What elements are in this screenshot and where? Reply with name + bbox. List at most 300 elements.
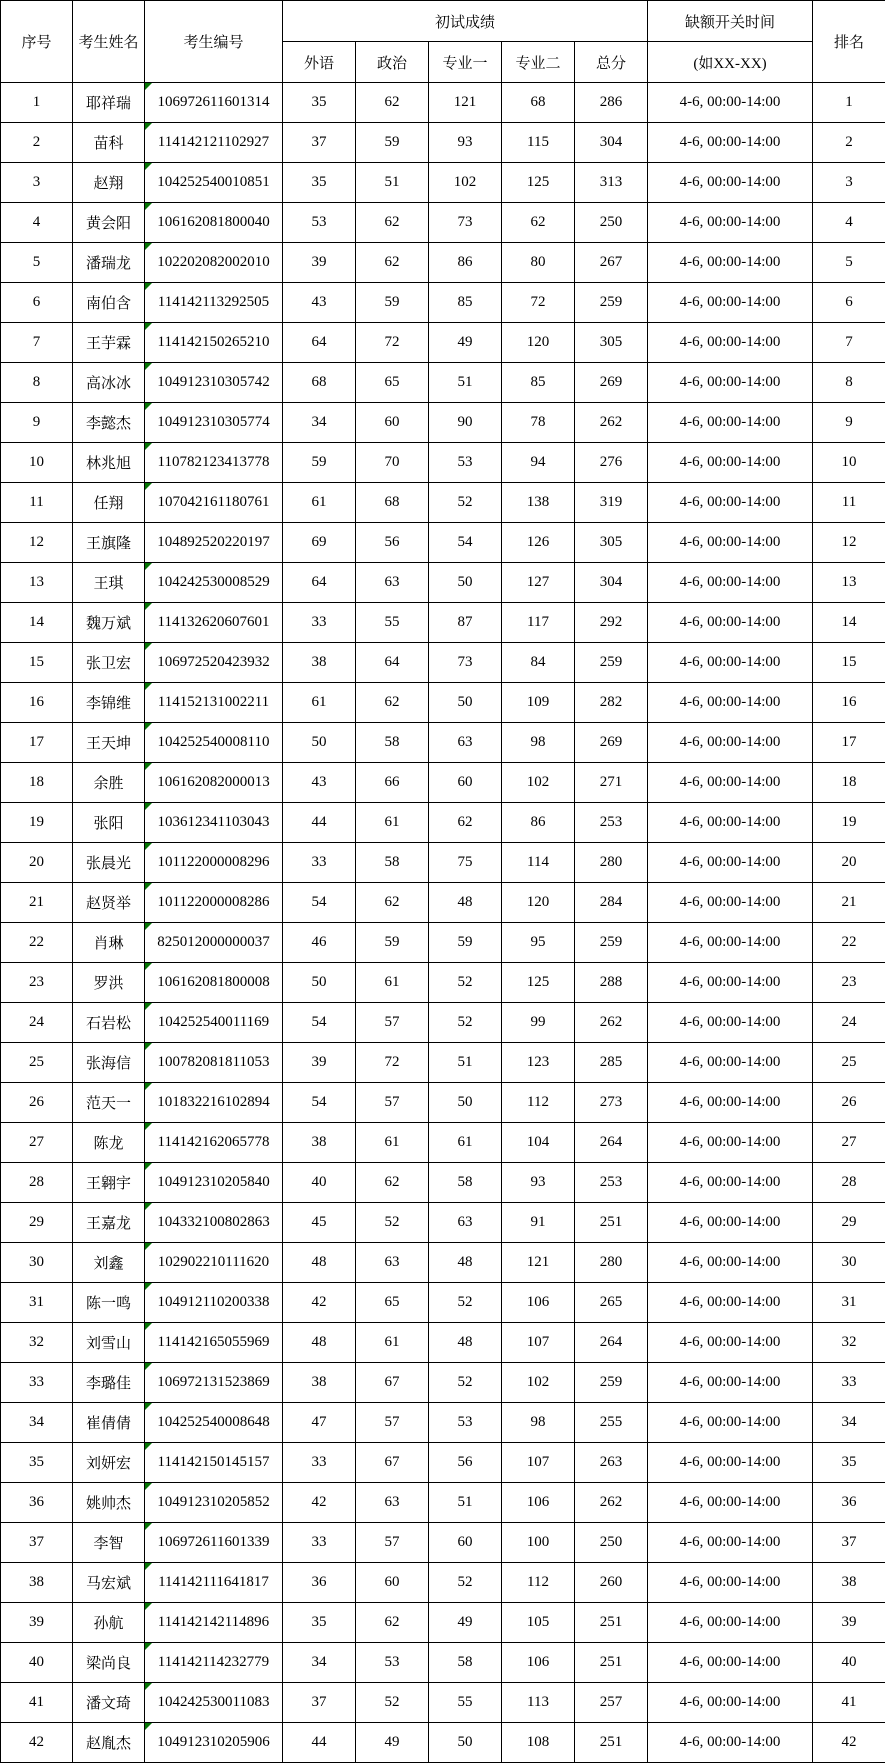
cell-major-one-score: 50 (429, 563, 502, 603)
cell-absence-time: 4-6, 00:00-14:00 (648, 323, 813, 363)
cell-no: 40 (1, 1643, 73, 1683)
cell-candidate-name: 余胜 (73, 763, 145, 803)
cell-rank: 17 (813, 723, 885, 763)
cell-candidate-id (145, 1083, 283, 1123)
cell-politics-score: 62 (356, 83, 429, 123)
number-as-text-marker-icon (145, 1083, 152, 1090)
cell-foreign-language-score: 40 (283, 1163, 356, 1203)
cell-no: 20 (1, 843, 73, 883)
cell-rank: 20 (813, 843, 885, 883)
cell-absence-time: 4-6, 00:00-14:00 (648, 1643, 813, 1683)
cell-absence-time: 4-6, 00:00-14:00 (648, 1163, 813, 1203)
header-absence-time-line2: (如XX-XX) (648, 42, 813, 83)
table-header (1, 1, 885, 83)
cell-major-one-score: 51 (429, 1483, 502, 1523)
candidate-id-value: 110782123413778 (158, 454, 270, 470)
number-as-text-marker-icon (145, 683, 152, 690)
cell-foreign-language-score: 37 (283, 123, 356, 163)
candidate-id-value: 114132620607601 (158, 614, 270, 630)
cell-candidate-name: 范天一 (73, 1083, 145, 1123)
cell-rank: 33 (813, 1363, 885, 1403)
header-no: 序号 (1, 1, 73, 83)
candidate-id-value: 114142142114896 (158, 1614, 269, 1630)
number-as-text-marker-icon (145, 803, 152, 810)
cell-foreign-language-score: 35 (283, 163, 356, 203)
cell-candidate-id (145, 1323, 283, 1363)
cell-total-score: 282 (575, 683, 648, 723)
number-as-text-marker-icon (145, 403, 152, 410)
table-row (1, 1083, 885, 1123)
number-as-text-marker-icon (145, 83, 152, 90)
header-absence-time-line1: 缺额开关时间 (648, 1, 813, 42)
cell-candidate-id (145, 643, 283, 683)
cell-major-two-score: 123 (502, 1043, 575, 1083)
cell-absence-time: 4-6, 00:00-14:00 (648, 243, 813, 283)
number-as-text-marker-icon (145, 923, 152, 930)
cell-foreign-language-score: 43 (283, 283, 356, 323)
cell-total-score: 265 (575, 1283, 648, 1323)
number-as-text-marker-icon (145, 1683, 152, 1690)
cell-no: 18 (1, 763, 73, 803)
cell-absence-time: 4-6, 00:00-14:00 (648, 563, 813, 603)
cell-absence-time: 4-6, 00:00-14:00 (648, 923, 813, 963)
cell-foreign-language-score: 47 (283, 1403, 356, 1443)
candidate-id-value: 114152131002211 (158, 694, 269, 710)
cell-total-score: 250 (575, 203, 648, 243)
cell-major-one-score: 52 (429, 1363, 502, 1403)
cell-rank: 4 (813, 203, 885, 243)
table-row (1, 843, 885, 883)
cell-total-score: 313 (575, 163, 648, 203)
cell-foreign-language-score: 37 (283, 1683, 356, 1723)
table-row (1, 1723, 885, 1763)
cell-absence-time: 4-6, 00:00-14:00 (648, 763, 813, 803)
cell-no: 39 (1, 1603, 73, 1643)
cell-foreign-language-score: 48 (283, 1243, 356, 1283)
cell-total-score: 286 (575, 83, 648, 123)
cell-candidate-id (145, 883, 283, 923)
cell-total-score: 250 (575, 1523, 648, 1563)
candidate-id-value: 107042161180761 (158, 494, 270, 510)
cell-rank: 5 (813, 243, 885, 283)
cell-major-one-score: 50 (429, 1723, 502, 1763)
cell-foreign-language-score: 42 (283, 1283, 356, 1323)
cell-major-one-score: 50 (429, 1083, 502, 1123)
cell-absence-time: 4-6, 00:00-14:00 (648, 1203, 813, 1243)
cell-major-two-score: 113 (502, 1683, 575, 1723)
cell-absence-time: 4-6, 00:00-14:00 (648, 603, 813, 643)
cell-major-one-score: 52 (429, 483, 502, 523)
cell-major-two-score: 104 (502, 1123, 575, 1163)
cell-total-score: 264 (575, 1323, 648, 1363)
cell-absence-time: 4-6, 00:00-14:00 (648, 1443, 813, 1483)
cell-candidate-id (145, 1483, 283, 1523)
cell-rank: 21 (813, 883, 885, 923)
cell-major-two-score: 93 (502, 1163, 575, 1203)
cell-no: 5 (1, 243, 73, 283)
cell-candidate-id (145, 1163, 283, 1203)
cell-rank: 6 (813, 283, 885, 323)
cell-absence-time: 4-6, 00:00-14:00 (648, 163, 813, 203)
cell-rank: 3 (813, 163, 885, 203)
cell-absence-time: 4-6, 00:00-14:00 (648, 203, 813, 243)
table-row (1, 603, 885, 643)
candidate-id-value: 114142111641817 (158, 1574, 269, 1590)
candidate-id-value: 104242530008529 (157, 574, 270, 590)
cell-rank: 38 (813, 1563, 885, 1603)
cell-total-score: 251 (575, 1603, 648, 1643)
cell-major-two-score: 98 (502, 1403, 575, 1443)
candidate-id-value: 114142165055969 (158, 1334, 270, 1350)
cell-no: 17 (1, 723, 73, 763)
cell-candidate-id (145, 683, 283, 723)
cell-major-two-score: 107 (502, 1323, 575, 1363)
candidate-id-value: 104252540008648 (157, 1414, 270, 1430)
number-as-text-marker-icon (145, 483, 152, 490)
cell-candidate-name: 任翔 (73, 483, 145, 523)
cell-politics-score: 59 (356, 123, 429, 163)
cell-no: 1 (1, 83, 73, 123)
cell-major-two-score: 115 (502, 123, 575, 163)
cell-foreign-language-score: 34 (283, 1643, 356, 1683)
cell-candidate-id (145, 323, 283, 363)
cell-candidate-id (145, 123, 283, 163)
cell-politics-score: 56 (356, 523, 429, 563)
cell-politics-score: 68 (356, 483, 429, 523)
cell-total-score: 251 (575, 1203, 648, 1243)
cell-major-one-score: 61 (429, 1123, 502, 1163)
cell-foreign-language-score: 35 (283, 1603, 356, 1643)
cell-no: 33 (1, 1363, 73, 1403)
cell-major-one-score: 73 (429, 203, 502, 243)
candidate-id-value: 104912110200338 (158, 1294, 270, 1310)
cell-politics-score: 53 (356, 1643, 429, 1683)
cell-major-one-score: 48 (429, 1243, 502, 1283)
cell-foreign-language-score: 33 (283, 1523, 356, 1563)
cell-no: 42 (1, 1723, 73, 1763)
cell-candidate-name: 石岩松 (73, 1003, 145, 1043)
cell-candidate-name: 李智 (73, 1523, 145, 1563)
cell-politics-score: 63 (356, 1243, 429, 1283)
cell-major-two-score: 84 (502, 643, 575, 683)
cell-no: 16 (1, 683, 73, 723)
cell-candidate-name: 李锦维 (73, 683, 145, 723)
candidate-id-value: 106162081800040 (157, 214, 270, 230)
cell-politics-score: 63 (356, 1483, 429, 1523)
cell-candidate-id (145, 283, 283, 323)
cell-absence-time: 4-6, 00:00-14:00 (648, 883, 813, 923)
cell-major-one-score: 52 (429, 963, 502, 1003)
cell-candidate-name: 孙航 (73, 1603, 145, 1643)
cell-candidate-name: 王琪 (73, 563, 145, 603)
cell-candidate-id (145, 203, 283, 243)
number-as-text-marker-icon (145, 1123, 152, 1130)
number-as-text-marker-icon (145, 723, 152, 730)
number-as-text-marker-icon (145, 1603, 152, 1610)
cell-candidate-name: 李懿杰 (73, 403, 145, 443)
table-row (1, 1363, 885, 1403)
cell-major-one-score: 53 (429, 443, 502, 483)
cell-total-score: 292 (575, 603, 648, 643)
cell-major-two-score: 138 (502, 483, 575, 523)
cell-major-two-score: 68 (502, 83, 575, 123)
number-as-text-marker-icon (145, 1523, 152, 1530)
cell-candidate-id (145, 1563, 283, 1603)
number-as-text-marker-icon (145, 203, 152, 210)
cell-no: 31 (1, 1283, 73, 1323)
candidate-id-value: 106162081800008 (157, 974, 270, 990)
cell-total-score: 304 (575, 123, 648, 163)
cell-candidate-id (145, 1723, 283, 1763)
cell-candidate-id (145, 163, 283, 203)
number-as-text-marker-icon (145, 123, 152, 130)
cell-politics-score: 72 (356, 1043, 429, 1083)
cell-major-one-score: 63 (429, 723, 502, 763)
table-row (1, 1403, 885, 1443)
candidate-id-value: 104332100802863 (157, 1214, 270, 1230)
header-candidate-name: 考生姓名 (73, 1, 145, 83)
cell-major-two-score: 117 (502, 603, 575, 643)
cell-major-two-score: 106 (502, 1643, 575, 1683)
cell-candidate-name: 王翱宇 (73, 1163, 145, 1203)
cell-major-one-score: 60 (429, 763, 502, 803)
cell-absence-time: 4-6, 00:00-14:00 (648, 1483, 813, 1523)
number-as-text-marker-icon (145, 1443, 152, 1450)
cell-major-one-score: 86 (429, 243, 502, 283)
candidate-id-value: 825012000000037 (157, 934, 270, 950)
cell-rank: 18 (813, 763, 885, 803)
cell-no: 41 (1, 1683, 73, 1723)
cell-absence-time: 4-6, 00:00-14:00 (648, 1003, 813, 1043)
cell-no: 11 (1, 483, 73, 523)
cell-candidate-id (145, 1243, 283, 1283)
cell-absence-time: 4-6, 00:00-14:00 (648, 483, 813, 523)
cell-total-score: 305 (575, 323, 648, 363)
cell-major-one-score: 48 (429, 883, 502, 923)
number-as-text-marker-icon (145, 243, 152, 250)
cell-politics-score: 70 (356, 443, 429, 483)
cell-politics-score: 72 (356, 323, 429, 363)
table-row (1, 923, 885, 963)
cell-politics-score: 55 (356, 603, 429, 643)
cell-absence-time: 4-6, 00:00-14:00 (648, 83, 813, 123)
cell-rank: 12 (813, 523, 885, 563)
cell-major-two-score: 112 (502, 1083, 575, 1123)
cell-no: 8 (1, 363, 73, 403)
cell-candidate-id (145, 723, 283, 763)
cell-major-one-score: 102 (429, 163, 502, 203)
cell-absence-time: 4-6, 00:00-14:00 (648, 1683, 813, 1723)
number-as-text-marker-icon (145, 1043, 152, 1050)
cell-politics-score: 57 (356, 1083, 429, 1123)
cell-major-two-score: 125 (502, 963, 575, 1003)
cell-foreign-language-score: 61 (283, 683, 356, 723)
cell-major-two-score: 120 (502, 883, 575, 923)
cell-foreign-language-score: 38 (283, 643, 356, 683)
cell-absence-time: 4-6, 00:00-14:00 (648, 443, 813, 483)
cell-rank: 36 (813, 1483, 885, 1523)
cell-major-two-score: 112 (502, 1563, 575, 1603)
cell-candidate-id (145, 523, 283, 563)
cell-candidate-id (145, 563, 283, 603)
cell-rank: 35 (813, 1443, 885, 1483)
cell-major-two-score: 95 (502, 923, 575, 963)
candidate-id-value: 104892520220197 (157, 534, 270, 550)
candidate-id-value: 114142150265210 (158, 334, 270, 350)
cell-absence-time: 4-6, 00:00-14:00 (648, 1403, 813, 1443)
cell-rank: 26 (813, 1083, 885, 1123)
cell-total-score: 304 (575, 563, 648, 603)
cell-candidate-name: 梁尚良 (73, 1643, 145, 1683)
cell-no: 34 (1, 1403, 73, 1443)
cell-candidate-name: 崔倩倩 (73, 1403, 145, 1443)
cell-candidate-name: 黄会阳 (73, 203, 145, 243)
number-as-text-marker-icon (145, 963, 152, 970)
cell-absence-time: 4-6, 00:00-14:00 (648, 1283, 813, 1323)
cell-total-score: 251 (575, 1723, 648, 1763)
cell-candidate-name: 赵贤举 (73, 883, 145, 923)
number-as-text-marker-icon (145, 763, 152, 770)
cell-foreign-language-score: 54 (283, 883, 356, 923)
cell-politics-score: 49 (356, 1723, 429, 1763)
table-row (1, 363, 885, 403)
cell-candidate-id (145, 763, 283, 803)
cell-major-two-score: 107 (502, 1443, 575, 1483)
cell-rank: 30 (813, 1243, 885, 1283)
cell-no: 23 (1, 963, 73, 1003)
number-as-text-marker-icon (145, 843, 152, 850)
cell-absence-time: 4-6, 00:00-14:00 (648, 523, 813, 563)
cell-major-one-score: 63 (429, 1203, 502, 1243)
table-row (1, 803, 885, 843)
cell-candidate-id (145, 363, 283, 403)
header-rank: 排名 (813, 1, 885, 83)
cell-politics-score: 63 (356, 563, 429, 603)
cell-rank: 14 (813, 603, 885, 643)
number-as-text-marker-icon (145, 1283, 152, 1290)
cell-rank: 1 (813, 83, 885, 123)
cell-absence-time: 4-6, 00:00-14:00 (648, 1563, 813, 1603)
cell-candidate-id (145, 1603, 283, 1643)
cell-candidate-id (145, 1283, 283, 1323)
cell-candidate-name: 王芋霖 (73, 323, 145, 363)
number-as-text-marker-icon (145, 1723, 152, 1730)
cell-major-one-score: 48 (429, 1323, 502, 1363)
cell-major-two-score: 94 (502, 443, 575, 483)
cell-candidate-id (145, 1043, 283, 1083)
cell-major-two-score: 102 (502, 1363, 575, 1403)
cell-total-score: 259 (575, 643, 648, 683)
cell-no: 15 (1, 643, 73, 683)
cell-absence-time: 4-6, 00:00-14:00 (648, 363, 813, 403)
cell-candidate-name: 赵胤杰 (73, 1723, 145, 1763)
number-as-text-marker-icon (145, 1563, 152, 1570)
cell-major-one-score: 73 (429, 643, 502, 683)
header-candidate-id: 考生编号 (145, 1, 283, 83)
cell-candidate-name: 南伯含 (73, 283, 145, 323)
candidate-id-value: 106162082000013 (157, 774, 270, 790)
cell-foreign-language-score: 44 (283, 803, 356, 843)
cell-candidate-name: 耶祥瑞 (73, 83, 145, 123)
number-as-text-marker-icon (145, 1323, 152, 1330)
cell-candidate-name: 王天坤 (73, 723, 145, 763)
cell-major-one-score: 58 (429, 1643, 502, 1683)
cell-politics-score: 58 (356, 843, 429, 883)
cell-politics-score: 59 (356, 923, 429, 963)
table-row (1, 323, 885, 363)
cell-major-two-score: 126 (502, 523, 575, 563)
cell-rank: 32 (813, 1323, 885, 1363)
cell-candidate-name: 王旗隆 (73, 523, 145, 563)
cell-candidate-name: 张晨光 (73, 843, 145, 883)
cell-foreign-language-score: 50 (283, 963, 356, 1003)
candidate-id-value: 101122000008296 (158, 854, 270, 870)
cell-foreign-language-score: 43 (283, 763, 356, 803)
table-row (1, 283, 885, 323)
cell-candidate-name: 潘瑞龙 (73, 243, 145, 283)
number-as-text-marker-icon (145, 1483, 152, 1490)
number-as-text-marker-icon (145, 603, 152, 610)
number-as-text-marker-icon (145, 163, 152, 170)
cell-candidate-name: 苗科 (73, 123, 145, 163)
cell-absence-time: 4-6, 00:00-14:00 (648, 723, 813, 763)
cell-rank: 16 (813, 683, 885, 723)
table-row (1, 683, 885, 723)
cell-major-one-score: 54 (429, 523, 502, 563)
candidate-id-value: 101122000008286 (158, 894, 270, 910)
number-as-text-marker-icon (145, 563, 152, 570)
cell-total-score: 263 (575, 1443, 648, 1483)
cell-candidate-name: 刘雪山 (73, 1323, 145, 1363)
candidate-id-value: 102202082002010 (157, 254, 270, 270)
table-body (1, 83, 885, 1763)
cell-no: 7 (1, 323, 73, 363)
cell-candidate-id (145, 403, 283, 443)
cell-candidate-name: 陈一鸣 (73, 1283, 145, 1323)
cell-major-two-score: 98 (502, 723, 575, 763)
cell-politics-score: 67 (356, 1363, 429, 1403)
cell-total-score: 260 (575, 1563, 648, 1603)
candidate-id-value: 114142114232779 (158, 1654, 269, 1670)
cell-rank: 22 (813, 923, 885, 963)
cell-major-two-score: 72 (502, 283, 575, 323)
cell-total-score: 280 (575, 843, 648, 883)
table-row (1, 523, 885, 563)
cell-foreign-language-score: 54 (283, 1003, 356, 1043)
cell-candidate-name: 赵翔 (73, 163, 145, 203)
cell-major-two-score: 106 (502, 1283, 575, 1323)
table-row (1, 1043, 885, 1083)
cell-politics-score: 67 (356, 1443, 429, 1483)
number-as-text-marker-icon (145, 1203, 152, 1210)
cell-total-score: 280 (575, 1243, 648, 1283)
cell-no: 36 (1, 1483, 73, 1523)
cell-major-one-score: 52 (429, 1563, 502, 1603)
cell-rank: 19 (813, 803, 885, 843)
number-as-text-marker-icon (145, 1643, 152, 1650)
cell-politics-score: 65 (356, 1283, 429, 1323)
cell-candidate-id (145, 1683, 283, 1723)
cell-total-score: 253 (575, 803, 648, 843)
cell-politics-score: 62 (356, 203, 429, 243)
cell-politics-score: 66 (356, 763, 429, 803)
cell-politics-score: 62 (356, 1603, 429, 1643)
cell-major-two-score: 86 (502, 803, 575, 843)
cell-candidate-name: 张卫宏 (73, 643, 145, 683)
cell-politics-score: 57 (356, 1403, 429, 1443)
cell-rank: 23 (813, 963, 885, 1003)
cell-no: 12 (1, 523, 73, 563)
